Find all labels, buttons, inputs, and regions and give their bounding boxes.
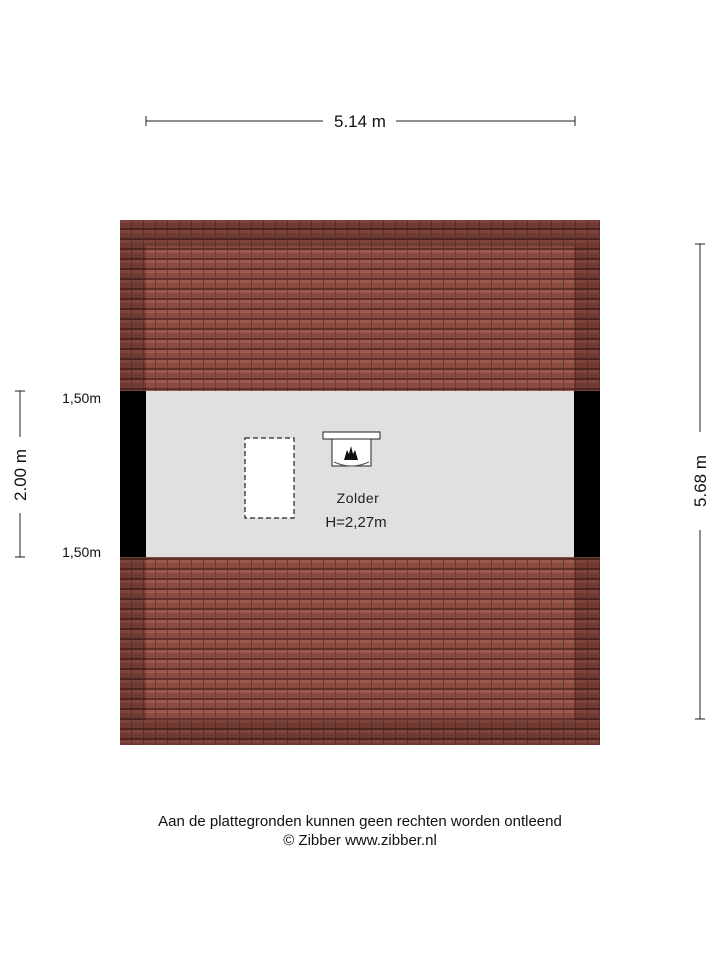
height-dimension [691, 244, 710, 719]
disclaimer-text: Aan de plattegronden kunnen geen rechten worden ontleend [158, 813, 562, 830]
right-wall [574, 391, 600, 557]
knee-wall-bottom-label: 1,50m [62, 544, 101, 560]
knee-wall-top-label: 1,50m [62, 390, 101, 406]
opening-dimension [11, 391, 30, 557]
footer [0, 812, 720, 850]
roof-top [120, 220, 600, 391]
roof-bottom [120, 557, 600, 745]
roof-hatch [245, 438, 294, 518]
copyright-text: © Zibber www.zibber.nl [283, 832, 437, 849]
attic-floor [146, 391, 574, 557]
opening-dimension-label: 2.00 m [11, 449, 30, 501]
width-dimension [146, 112, 575, 131]
room-height: H=2,27m [325, 514, 387, 531]
left-wall [120, 391, 146, 557]
room-name: Zolder [336, 490, 380, 506]
height-dimension-label: 5.68 m [691, 455, 710, 507]
width-dimension-label: 5.14 m [334, 112, 386, 131]
boiler-icon [323, 432, 380, 466]
